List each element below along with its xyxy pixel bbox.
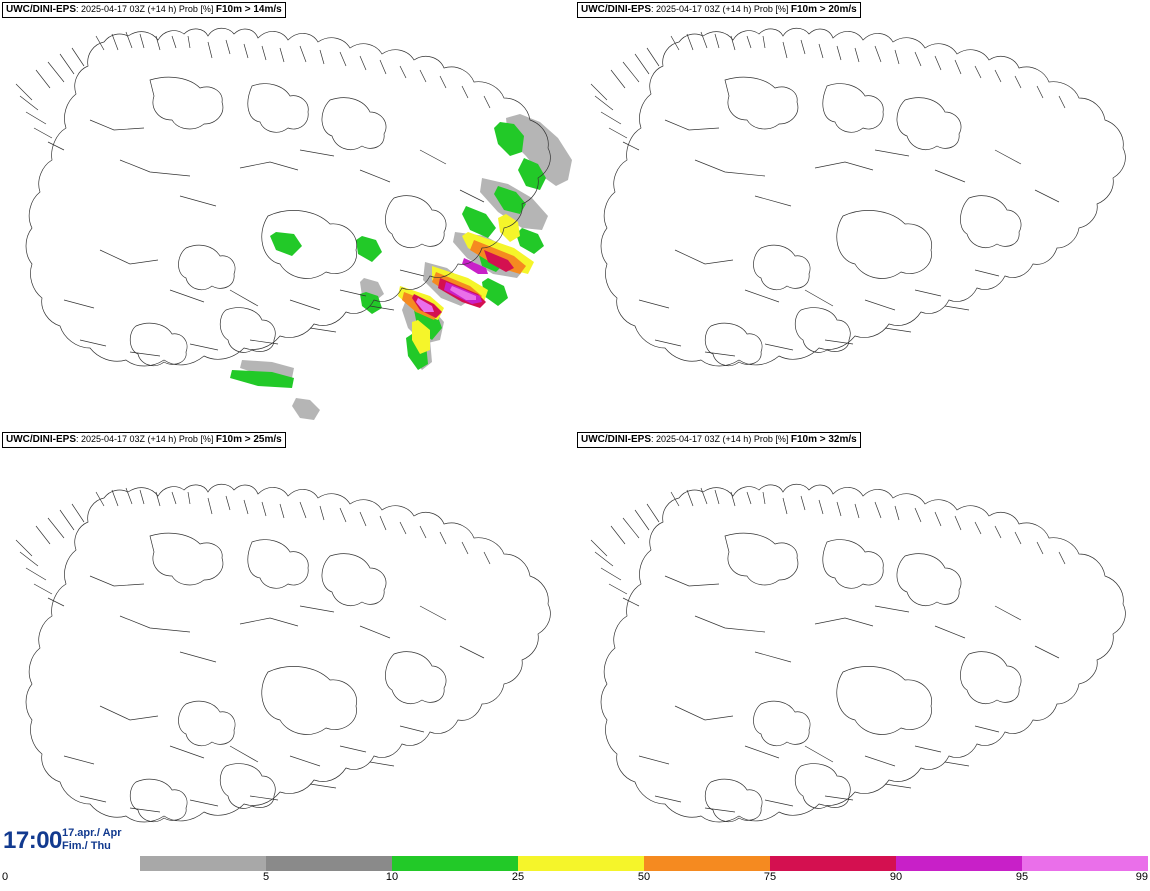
iceland-map-svg — [575, 0, 1150, 430]
panel-run-label: : 2025-04-17 03Z (+14 h) Prob [%] — [76, 4, 216, 14]
colorbar-tick-label: 75 — [763, 871, 777, 883]
colorbar-tick-label: 10 — [385, 871, 399, 883]
colorbar-segment — [1022, 856, 1148, 871]
colorbar-tick-label: 99 — [1135, 871, 1148, 883]
map-canvas[interactable] — [575, 0, 1150, 430]
colorbar-tick-label: 0 — [2, 871, 9, 883]
panel-model-label: UWC/DINI-EPS — [581, 434, 651, 445]
panel-model-label: UWC/DINI-EPS — [6, 4, 76, 15]
colorbar-tick-label: 90 — [889, 871, 903, 883]
panel-param-label: F10m > 32m/s — [790, 434, 857, 445]
panel-run-label: : 2025-04-17 03Z (+14 h) Prob [%] — [651, 4, 791, 14]
colorbar-segment — [266, 856, 392, 871]
valid-date-line2: Fim./ Thu — [62, 840, 111, 852]
panel-title — [577, 432, 861, 448]
panel-model-label: UWC/DINI-EPS — [581, 4, 651, 15]
probability-shading-layer — [230, 114, 572, 420]
colorbar-segment — [140, 856, 266, 871]
panel-title — [2, 432, 286, 448]
coastline-layer — [16, 22, 564, 376]
map-canvas[interactable] — [575, 430, 1150, 860]
colorbar-tick-label: 5 — [262, 871, 270, 883]
panel-model-label: UWC/DINI-EPS — [6, 434, 76, 445]
iceland-map-svg — [575, 430, 1150, 860]
probability-colorbar-labels — [0, 871, 1150, 887]
coastline-layer — [591, 28, 1125, 366]
coastline-layer — [16, 484, 550, 822]
colorbar-segment — [392, 856, 518, 871]
colorbar-tick-label: 25 — [511, 871, 525, 883]
valid-time-box — [0, 827, 138, 873]
map-panel-f10m-32[interactable] — [575, 430, 1150, 860]
colorbar-tick-label: 50 — [637, 871, 651, 883]
footer-bar — [0, 827, 1150, 891]
panel-run-label: : 2025-04-17 03Z (+14 h) Prob [%] — [651, 434, 791, 444]
map-canvas[interactable] — [0, 0, 575, 430]
colorbar-tick-label: 95 — [1015, 871, 1029, 883]
coastline-layer — [591, 484, 1125, 822]
probability-colorbar — [140, 856, 1148, 871]
map-panel-f10m-20[interactable] — [575, 0, 1150, 430]
valid-date-line1: 17.apr./ Apr — [62, 827, 122, 839]
valid-time: 17:00 — [3, 827, 62, 854]
valid-date — [62, 827, 122, 853]
colorbar-segment — [518, 856, 644, 871]
iceland-map-svg — [0, 0, 575, 430]
panel-param-label: F10m > 14m/s — [215, 4, 282, 15]
panel-run-label: : 2025-04-17 03Z (+14 h) Prob [%] — [76, 434, 216, 444]
panel-title — [577, 2, 861, 18]
map-panel-f10m-25[interactable] — [0, 430, 575, 860]
panel-param-label: F10m > 20m/s — [790, 4, 857, 15]
colorbar-segment — [896, 856, 1022, 871]
panel-param-label: F10m > 25m/s — [215, 434, 282, 445]
colorbar-segment — [644, 856, 770, 871]
iceland-map-svg — [0, 430, 575, 860]
panel-title — [2, 2, 286, 18]
colorbar-segment — [770, 856, 896, 871]
map-panel-f10m-14[interactable] — [0, 0, 575, 430]
map-canvas[interactable] — [0, 430, 575, 860]
